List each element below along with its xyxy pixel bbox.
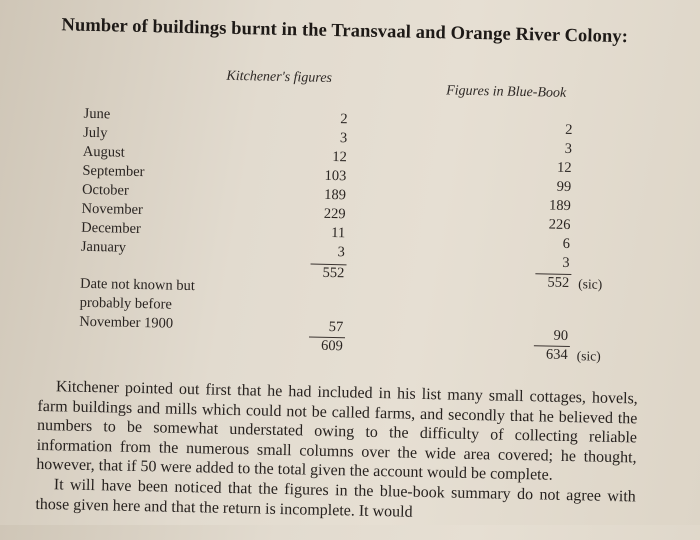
- kitchener-value: 189: [324, 186, 347, 204]
- bluebook-column-header: Figures in Blue-Book: [446, 83, 567, 101]
- bluebook-total: 634: [545, 346, 568, 363]
- bluebook-unknown-value: 90: [553, 327, 569, 344]
- bluebook-value: 2: [564, 121, 573, 139]
- paragraph: Kitchener pointed out first that he had included in his list many small cottages, hovels, farm buildings and mills which could not be called farms, and secondly that he believed the numbers to be somewhat understated owing to the difficulty of collecting reliable information from the numerous small columns over the wide area covered; he thought, however, that if 50 were added to the total given the account would be complete.: [36, 378, 638, 485]
- kitchener-unknown-value: 57: [328, 318, 344, 336]
- unknown-date-label: Date not known but: [79, 275, 195, 295]
- bluebook-value: 6: [562, 235, 571, 252]
- kitchener-value: 2: [340, 111, 348, 128]
- bluebook-value: 12: [556, 159, 572, 177]
- kitchener-value: 12: [332, 148, 347, 166]
- kitchener-value: 103: [324, 167, 347, 185]
- paragraph: It will have been noticed that the figures in the blue-book summary do not agree with those given here and that the return is incomplete. It would: [35, 476, 636, 521]
- bluebook-subtotal: 552: [547, 274, 570, 291]
- month-label: August: [82, 143, 125, 161]
- body-text: [35, 377, 638, 527]
- kitchener-column-header: Kitchener's figures: [226, 68, 333, 86]
- bluebook-value: 99: [556, 178, 572, 196]
- kitchener-value: 229: [323, 205, 346, 223]
- kitchener-value: 11: [331, 224, 346, 242]
- month-label: January: [80, 238, 127, 256]
- bluebook-subtotal-sic: (sic): [578, 276, 603, 292]
- month-label: September: [82, 162, 145, 181]
- table-heading: Number of buildings burnt in the Transvaal and Orange River Colony:: [61, 15, 629, 48]
- bluebook-value: 226: [548, 216, 571, 233]
- unknown-date-label: probably before: [79, 294, 173, 313]
- month-label: June: [83, 105, 111, 123]
- month-label: July: [83, 124, 108, 142]
- kitchener-value: 3: [337, 244, 345, 261]
- kitchener-total: 609: [320, 337, 343, 355]
- kitchener-value: 3: [339, 130, 348, 147]
- bluebook-value: 3: [564, 140, 573, 158]
- month-label: November: [81, 200, 144, 219]
- kitchener-subtotal: 552: [322, 264, 345, 282]
- bluebook-value: 3: [562, 254, 570, 271]
- bluebook-total-sic: (sic): [576, 348, 601, 364]
- month-label: December: [81, 219, 141, 237]
- month-label: October: [81, 181, 129, 199]
- bluebook-value: 189: [548, 197, 571, 214]
- unknown-date-label: November 1900: [79, 313, 174, 332]
